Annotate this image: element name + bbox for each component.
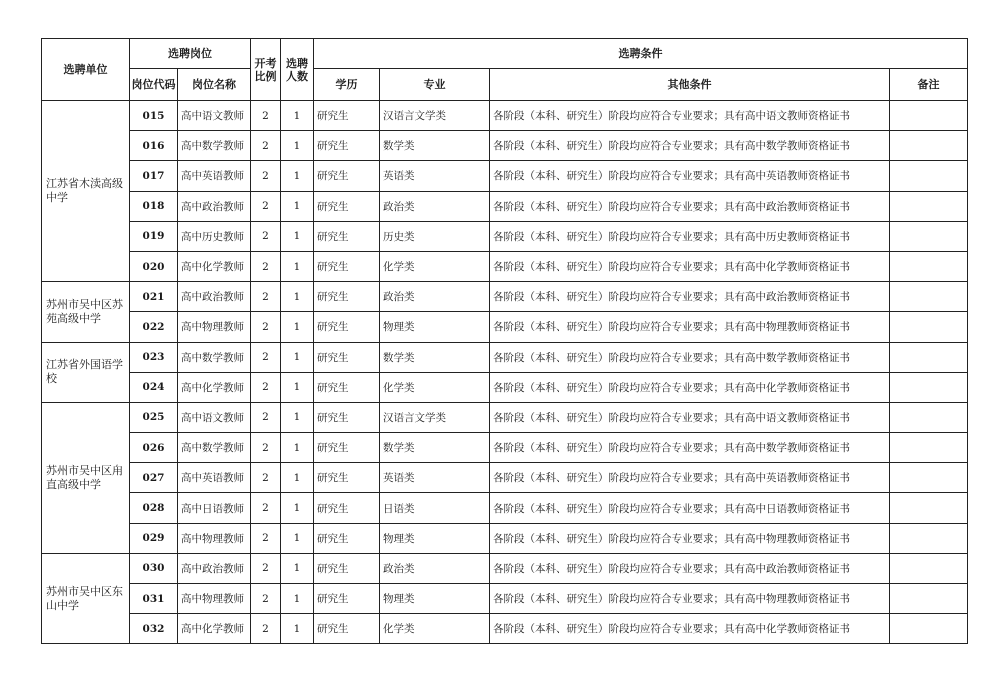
header-unit: 选聘单位: [42, 39, 130, 101]
education-cell: 研究生: [314, 372, 380, 402]
header-count: 选聘人数: [281, 39, 314, 101]
header-cond-group: 选聘条件: [314, 39, 968, 69]
major-cell: 英语类: [380, 463, 490, 493]
education-cell: 研究生: [314, 553, 380, 583]
education-cell: 研究生: [314, 584, 380, 614]
ratio-cell: 2: [251, 553, 281, 583]
ratio-cell: 2: [251, 372, 281, 402]
post-code-cell: 020: [130, 251, 178, 281]
note-cell: [890, 402, 968, 432]
other-cell: 各阶段（本科、研究生）阶段均应符合专业要求；具有高中化学教师资格证书: [490, 251, 890, 281]
ratio-cell: 2: [251, 584, 281, 614]
note-cell: [890, 221, 968, 251]
note-cell: [890, 523, 968, 553]
major-cell: 物理类: [380, 312, 490, 342]
ratio-cell: 2: [251, 402, 281, 432]
post-name-cell: 高中数学教师: [178, 433, 251, 463]
table-row: [42, 251, 968, 281]
header-post-code: 岗位代码: [130, 69, 178, 101]
header-note: 备注: [890, 69, 968, 101]
unit-cell: 苏州市吴中区甪直高级中学: [42, 402, 130, 553]
post-code-cell: 024: [130, 372, 178, 402]
major-cell: 数学类: [380, 433, 490, 463]
note-cell: [890, 433, 968, 463]
education-cell: 研究生: [314, 191, 380, 221]
table-row: [42, 433, 968, 463]
education-cell: 研究生: [314, 101, 380, 131]
table-row: [42, 221, 968, 251]
note-cell: [890, 463, 968, 493]
education-cell: 研究生: [314, 614, 380, 644]
education-cell: 研究生: [314, 523, 380, 553]
count-cell: 1: [281, 584, 314, 614]
other-cell: 各阶段（本科、研究生）阶段均应符合专业要求；具有高中数学教师资格证书: [490, 131, 890, 161]
note-cell: [890, 161, 968, 191]
header-major: 专业: [380, 69, 490, 101]
education-cell: 研究生: [314, 251, 380, 281]
post-name-cell: 高中历史教师: [178, 221, 251, 251]
note-cell: [890, 342, 968, 372]
major-cell: 政治类: [380, 282, 490, 312]
table-row: [42, 493, 968, 523]
ratio-cell: 2: [251, 221, 281, 251]
count-cell: 1: [281, 101, 314, 131]
header-post-name: 岗位名称: [178, 69, 251, 101]
post-code-cell: 019: [130, 221, 178, 251]
note-cell: [890, 191, 968, 221]
other-cell: 各阶段（本科、研究生）阶段均应符合专业要求；具有高中数学教师资格证书: [490, 342, 890, 372]
table-row: [42, 584, 968, 614]
note-cell: [890, 584, 968, 614]
ratio-cell: 2: [251, 312, 281, 342]
count-cell: 1: [281, 372, 314, 402]
ratio-cell: 2: [251, 101, 281, 131]
other-cell: 各阶段（本科、研究生）阶段均应符合专业要求；具有高中数学教师资格证书: [490, 433, 890, 463]
education-cell: 研究生: [314, 433, 380, 463]
table-row: [42, 312, 968, 342]
other-cell: 各阶段（本科、研究生）阶段均应符合专业要求；具有高中化学教师资格证书: [490, 614, 890, 644]
count-cell: 1: [281, 342, 314, 372]
note-cell: [890, 493, 968, 523]
post-code-cell: 030: [130, 553, 178, 583]
other-cell: 各阶段（本科、研究生）阶段均应符合专业要求；具有高中政治教师资格证书: [490, 191, 890, 221]
ratio-cell: 2: [251, 251, 281, 281]
other-cell: 各阶段（本科、研究生）阶段均应符合专业要求；具有高中英语教师资格证书: [490, 463, 890, 493]
post-name-cell: 高中政治教师: [178, 282, 251, 312]
post-code-cell: 031: [130, 584, 178, 614]
unit-cell: 江苏省木渎高级中学: [42, 101, 130, 282]
post-name-cell: 高中化学教师: [178, 372, 251, 402]
post-code-cell: 017: [130, 161, 178, 191]
major-cell: 数学类: [380, 131, 490, 161]
count-cell: 1: [281, 523, 314, 553]
count-cell: 1: [281, 614, 314, 644]
unit-cell: 苏州市吴中区苏苑高级中学: [42, 282, 130, 342]
post-name-cell: 高中政治教师: [178, 553, 251, 583]
table-row: [42, 523, 968, 553]
post-code-cell: 025: [130, 402, 178, 432]
header-other: 其他条件: [490, 69, 890, 101]
post-name-cell: 高中语文教师: [178, 101, 251, 131]
ratio-cell: 2: [251, 493, 281, 523]
post-code-cell: 015: [130, 101, 178, 131]
table-row: [42, 131, 968, 161]
major-cell: 物理类: [380, 584, 490, 614]
education-cell: 研究生: [314, 282, 380, 312]
note-cell: [890, 131, 968, 161]
note-cell: [890, 553, 968, 583]
count-cell: 1: [281, 221, 314, 251]
count-cell: 1: [281, 282, 314, 312]
major-cell: 英语类: [380, 161, 490, 191]
post-code-cell: 026: [130, 433, 178, 463]
other-cell: 各阶段（本科、研究生）阶段均应符合专业要求；具有高中语文教师资格证书: [490, 101, 890, 131]
other-cell: 各阶段（本科、研究生）阶段均应符合专业要求；具有高中化学教师资格证书: [490, 372, 890, 402]
post-code-cell: 032: [130, 614, 178, 644]
count-cell: 1: [281, 553, 314, 583]
ratio-cell: 2: [251, 523, 281, 553]
count-cell: 1: [281, 251, 314, 281]
post-name-cell: 高中英语教师: [178, 161, 251, 191]
note-cell: [890, 282, 968, 312]
table-row: [42, 402, 968, 432]
post-name-cell: 高中物理教师: [178, 523, 251, 553]
ratio-cell: 2: [251, 433, 281, 463]
other-cell: 各阶段（本科、研究生）阶段均应符合专业要求；具有高中日语教师资格证书: [490, 493, 890, 523]
ratio-cell: 2: [251, 191, 281, 221]
ratio-cell: 2: [251, 161, 281, 191]
major-cell: 政治类: [380, 553, 490, 583]
header-education: 学历: [314, 69, 380, 101]
education-cell: 研究生: [314, 221, 380, 251]
post-code-cell: 021: [130, 282, 178, 312]
ratio-cell: 2: [251, 463, 281, 493]
table-row: [42, 282, 968, 312]
other-cell: 各阶段（本科、研究生）阶段均应符合专业要求；具有高中物理教师资格证书: [490, 584, 890, 614]
post-name-cell: 高中化学教师: [178, 614, 251, 644]
post-name-cell: 高中数学教师: [178, 131, 251, 161]
post-code-cell: 016: [130, 131, 178, 161]
major-cell: 物理类: [380, 523, 490, 553]
education-cell: 研究生: [314, 402, 380, 432]
note-cell: [890, 251, 968, 281]
post-code-cell: 018: [130, 191, 178, 221]
header-ratio: 开考比例: [251, 39, 281, 101]
post-name-cell: 高中物理教师: [178, 312, 251, 342]
count-cell: 1: [281, 463, 314, 493]
count-cell: 1: [281, 433, 314, 463]
ratio-cell: 2: [251, 282, 281, 312]
other-cell: 各阶段（本科、研究生）阶段均应符合专业要求；具有高中语文教师资格证书: [490, 402, 890, 432]
education-cell: 研究生: [314, 312, 380, 342]
other-cell: 各阶段（本科、研究生）阶段均应符合专业要求；具有高中英语教师资格证书: [490, 161, 890, 191]
table-row: [42, 191, 968, 221]
table-row: [42, 614, 968, 644]
table-row: [42, 161, 968, 191]
major-cell: 汉语言文学类: [380, 402, 490, 432]
table-row: [42, 101, 968, 131]
count-cell: 1: [281, 402, 314, 432]
other-cell: 各阶段（本科、研究生）阶段均应符合专业要求；具有高中政治教师资格证书: [490, 553, 890, 583]
count-cell: 1: [281, 131, 314, 161]
major-cell: 日语类: [380, 493, 490, 523]
major-cell: 化学类: [380, 614, 490, 644]
other-cell: 各阶段（本科、研究生）阶段均应符合专业要求；具有高中历史教师资格证书: [490, 221, 890, 251]
other-cell: 各阶段（本科、研究生）阶段均应符合专业要求；具有高中物理教师资格证书: [490, 312, 890, 342]
ratio-cell: 2: [251, 614, 281, 644]
post-name-cell: 高中化学教师: [178, 251, 251, 281]
table-row: [42, 463, 968, 493]
major-cell: 数学类: [380, 342, 490, 372]
post-name-cell: 高中英语教师: [178, 463, 251, 493]
note-cell: [890, 614, 968, 644]
post-code-cell: 027: [130, 463, 178, 493]
ratio-cell: 2: [251, 131, 281, 161]
table-row: [42, 342, 968, 372]
table-row: [42, 553, 968, 583]
recruitment-table: [41, 38, 968, 644]
major-cell: 历史类: [380, 221, 490, 251]
education-cell: 研究生: [314, 161, 380, 191]
education-cell: 研究生: [314, 131, 380, 161]
unit-cell: 江苏省外国语学校: [42, 342, 130, 402]
count-cell: 1: [281, 161, 314, 191]
count-cell: 1: [281, 191, 314, 221]
other-cell: 各阶段（本科、研究生）阶段均应符合专业要求；具有高中物理教师资格证书: [490, 523, 890, 553]
note-cell: [890, 312, 968, 342]
count-cell: 1: [281, 312, 314, 342]
post-name-cell: 高中政治教师: [178, 191, 251, 221]
education-cell: 研究生: [314, 463, 380, 493]
post-code-cell: 028: [130, 493, 178, 523]
header-post-group: 选聘岗位: [130, 39, 251, 69]
note-cell: [890, 101, 968, 131]
major-cell: 政治类: [380, 191, 490, 221]
education-cell: 研究生: [314, 493, 380, 523]
post-name-cell: 高中日语教师: [178, 493, 251, 523]
post-name-cell: 高中数学教师: [178, 342, 251, 372]
table-row: [42, 372, 968, 402]
post-code-cell: 023: [130, 342, 178, 372]
other-cell: 各阶段（本科、研究生）阶段均应符合专业要求；具有高中政治教师资格证书: [490, 282, 890, 312]
ratio-cell: 2: [251, 342, 281, 372]
post-name-cell: 高中语文教师: [178, 402, 251, 432]
major-cell: 化学类: [380, 251, 490, 281]
post-code-cell: 022: [130, 312, 178, 342]
post-name-cell: 高中物理教师: [178, 584, 251, 614]
post-code-cell: 029: [130, 523, 178, 553]
unit-cell: 苏州市吴中区东山中学: [42, 553, 130, 644]
education-cell: 研究生: [314, 342, 380, 372]
count-cell: 1: [281, 493, 314, 523]
note-cell: [890, 372, 968, 402]
major-cell: 化学类: [380, 372, 490, 402]
major-cell: 汉语言文学类: [380, 101, 490, 131]
